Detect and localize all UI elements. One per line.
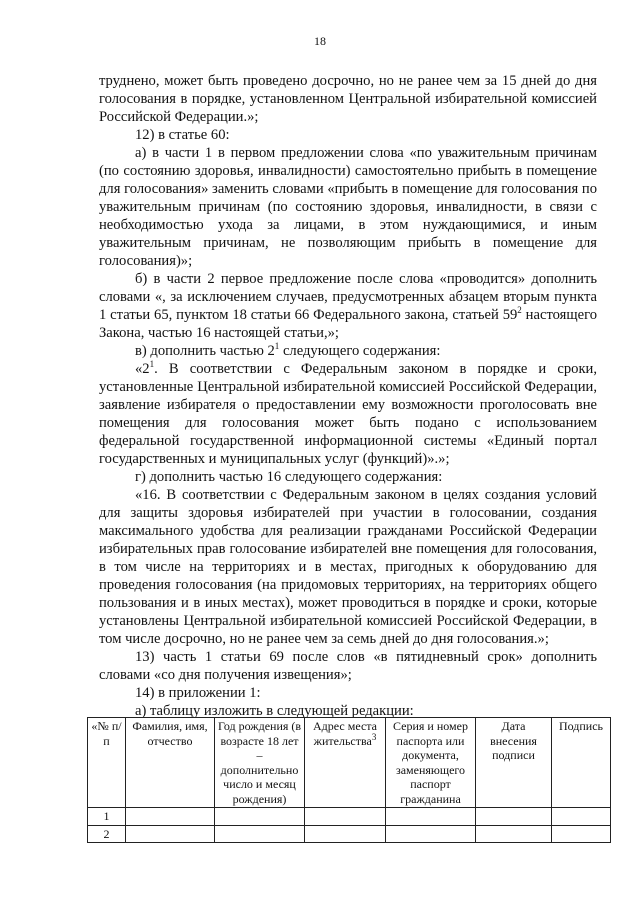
paragraph-item-14: 14) в приложении 1: — [135, 685, 261, 701]
table-cell — [552, 808, 611, 826]
table-cell — [126, 808, 215, 826]
header-signature: Подпись — [552, 718, 611, 808]
paragraph-item-12: 12) в статье 60: — [135, 127, 230, 143]
table-cell — [215, 808, 305, 826]
superscript: 1 — [149, 359, 155, 370]
table-cell — [305, 825, 386, 843]
table-cell — [126, 825, 215, 843]
header-full-name: Фамилия, имя, отчество — [126, 718, 215, 808]
paragraph-continuation: труднено, может быть проведено досрочно, но не ранее чем за 15 дней до дня голосования в порядке, установленном Центральной избирательной комиссией Российской Федерации.»; — [99, 73, 597, 125]
superscript: 3 — [371, 731, 377, 742]
paragraph-item-13: 13) часть 1 статьи 69 после слов «в пятидневный срок» дополнить словами «со дня получения извещения»; — [99, 649, 597, 683]
paragraph-item-12g: г) дополнить частью 16 следующего содержания: — [135, 469, 443, 485]
header-address: Адрес места жительства$^3$ — [305, 718, 386, 808]
signature-table — [87, 717, 611, 843]
paragraph-item-12a: а) в части 1 в первом предложении слова «по уважительным причинам (по состоянию здоровья, инвалидности) самостоятельно прибыть в помещение для голосования» заменить словами «прибыть в помещение для голосования по уважительным причинам (по состоянию здоровья, инвалидности, в связи с необходимостью ухода за лицами, в этом нуждающимися, и иным уважительным причинам, не позволяющим прибыть в помещение для голосования)»; — [99, 145, 597, 269]
superscript: 1 — [274, 341, 280, 352]
header-number: «№ п/п — [88, 718, 126, 808]
table-row — [88, 825, 611, 843]
header-signature-date: Дата внесения подписи — [476, 718, 552, 808]
paragraph-part-2-1: «$2^1$. В соответствии с Федеральным законом в порядке и сроки, установленные Центральной избирательной комиссией Российской Федерации, заявление избирателя о предоставлении ему возможности проголосовать вне помещения для голосования может быть подано с использованием федеральной государственной информационной системы «Единый портал государственных и муниципальных услуг (функций)».»; — [99, 359, 597, 467]
table-cell — [552, 825, 611, 843]
page-number: 18 — [314, 34, 326, 48]
paragraph-item-12v: в) дополнить частью $2^1$ следующего содержания: — [135, 341, 441, 359]
table-cell — [305, 808, 386, 826]
table-cell — [386, 825, 476, 843]
row-number: 1 — [88, 808, 126, 826]
table-row — [88, 808, 611, 826]
header-birth-year: Год рождения (в возрасте 18 лет – дополнительно число и месяц рождения) — [215, 718, 305, 808]
table-cell — [476, 825, 552, 843]
table-header-row — [88, 718, 611, 808]
paragraph-part-16: «16. В соответствии с Федеральным законом в целях создания условий для защиты здоровья избирателей при участии в голосовании, создания максимального удобства для реализации гражданами Российской Федерации избирательных прав голосование избирателей вне помещения для голосования, в том числе на территориях и в местах, пригодных к оборудованию для проведения голосования (на придомовых территориях, на территориях общего пользования и в иных местах), может проводиться в порядке и сроки, которые установлены Центральной избирательной комиссией Российской Федерации, в том числе досрочно, но не ранее чем за семь дней до дня голосования.»; — [99, 487, 597, 647]
superscript: 2 — [517, 305, 522, 316]
document-body — [99, 72, 597, 720]
paragraph-item-12b: б) в части 2 первое предложение после слова «проводится» дополнить словами «, за исключением случаев, предусмотренных абзацем вторым пункта 1 статьи 65, пунктом 18 статьи 66 Федерального закона, статьей $59^2$ настоящего Закона, частью 16 настоящей статьи,»; — [99, 271, 598, 341]
table-cell — [386, 808, 476, 826]
table-cell — [476, 808, 552, 826]
table-cell — [215, 825, 305, 843]
header-passport: Серия и номер паспорта или документа, заменяющего паспорт гражданина — [386, 718, 476, 808]
paragraph-item-14a: а) таблицу изложить в следующей редакции: — [135, 703, 414, 719]
row-number: 2 — [88, 825, 126, 843]
